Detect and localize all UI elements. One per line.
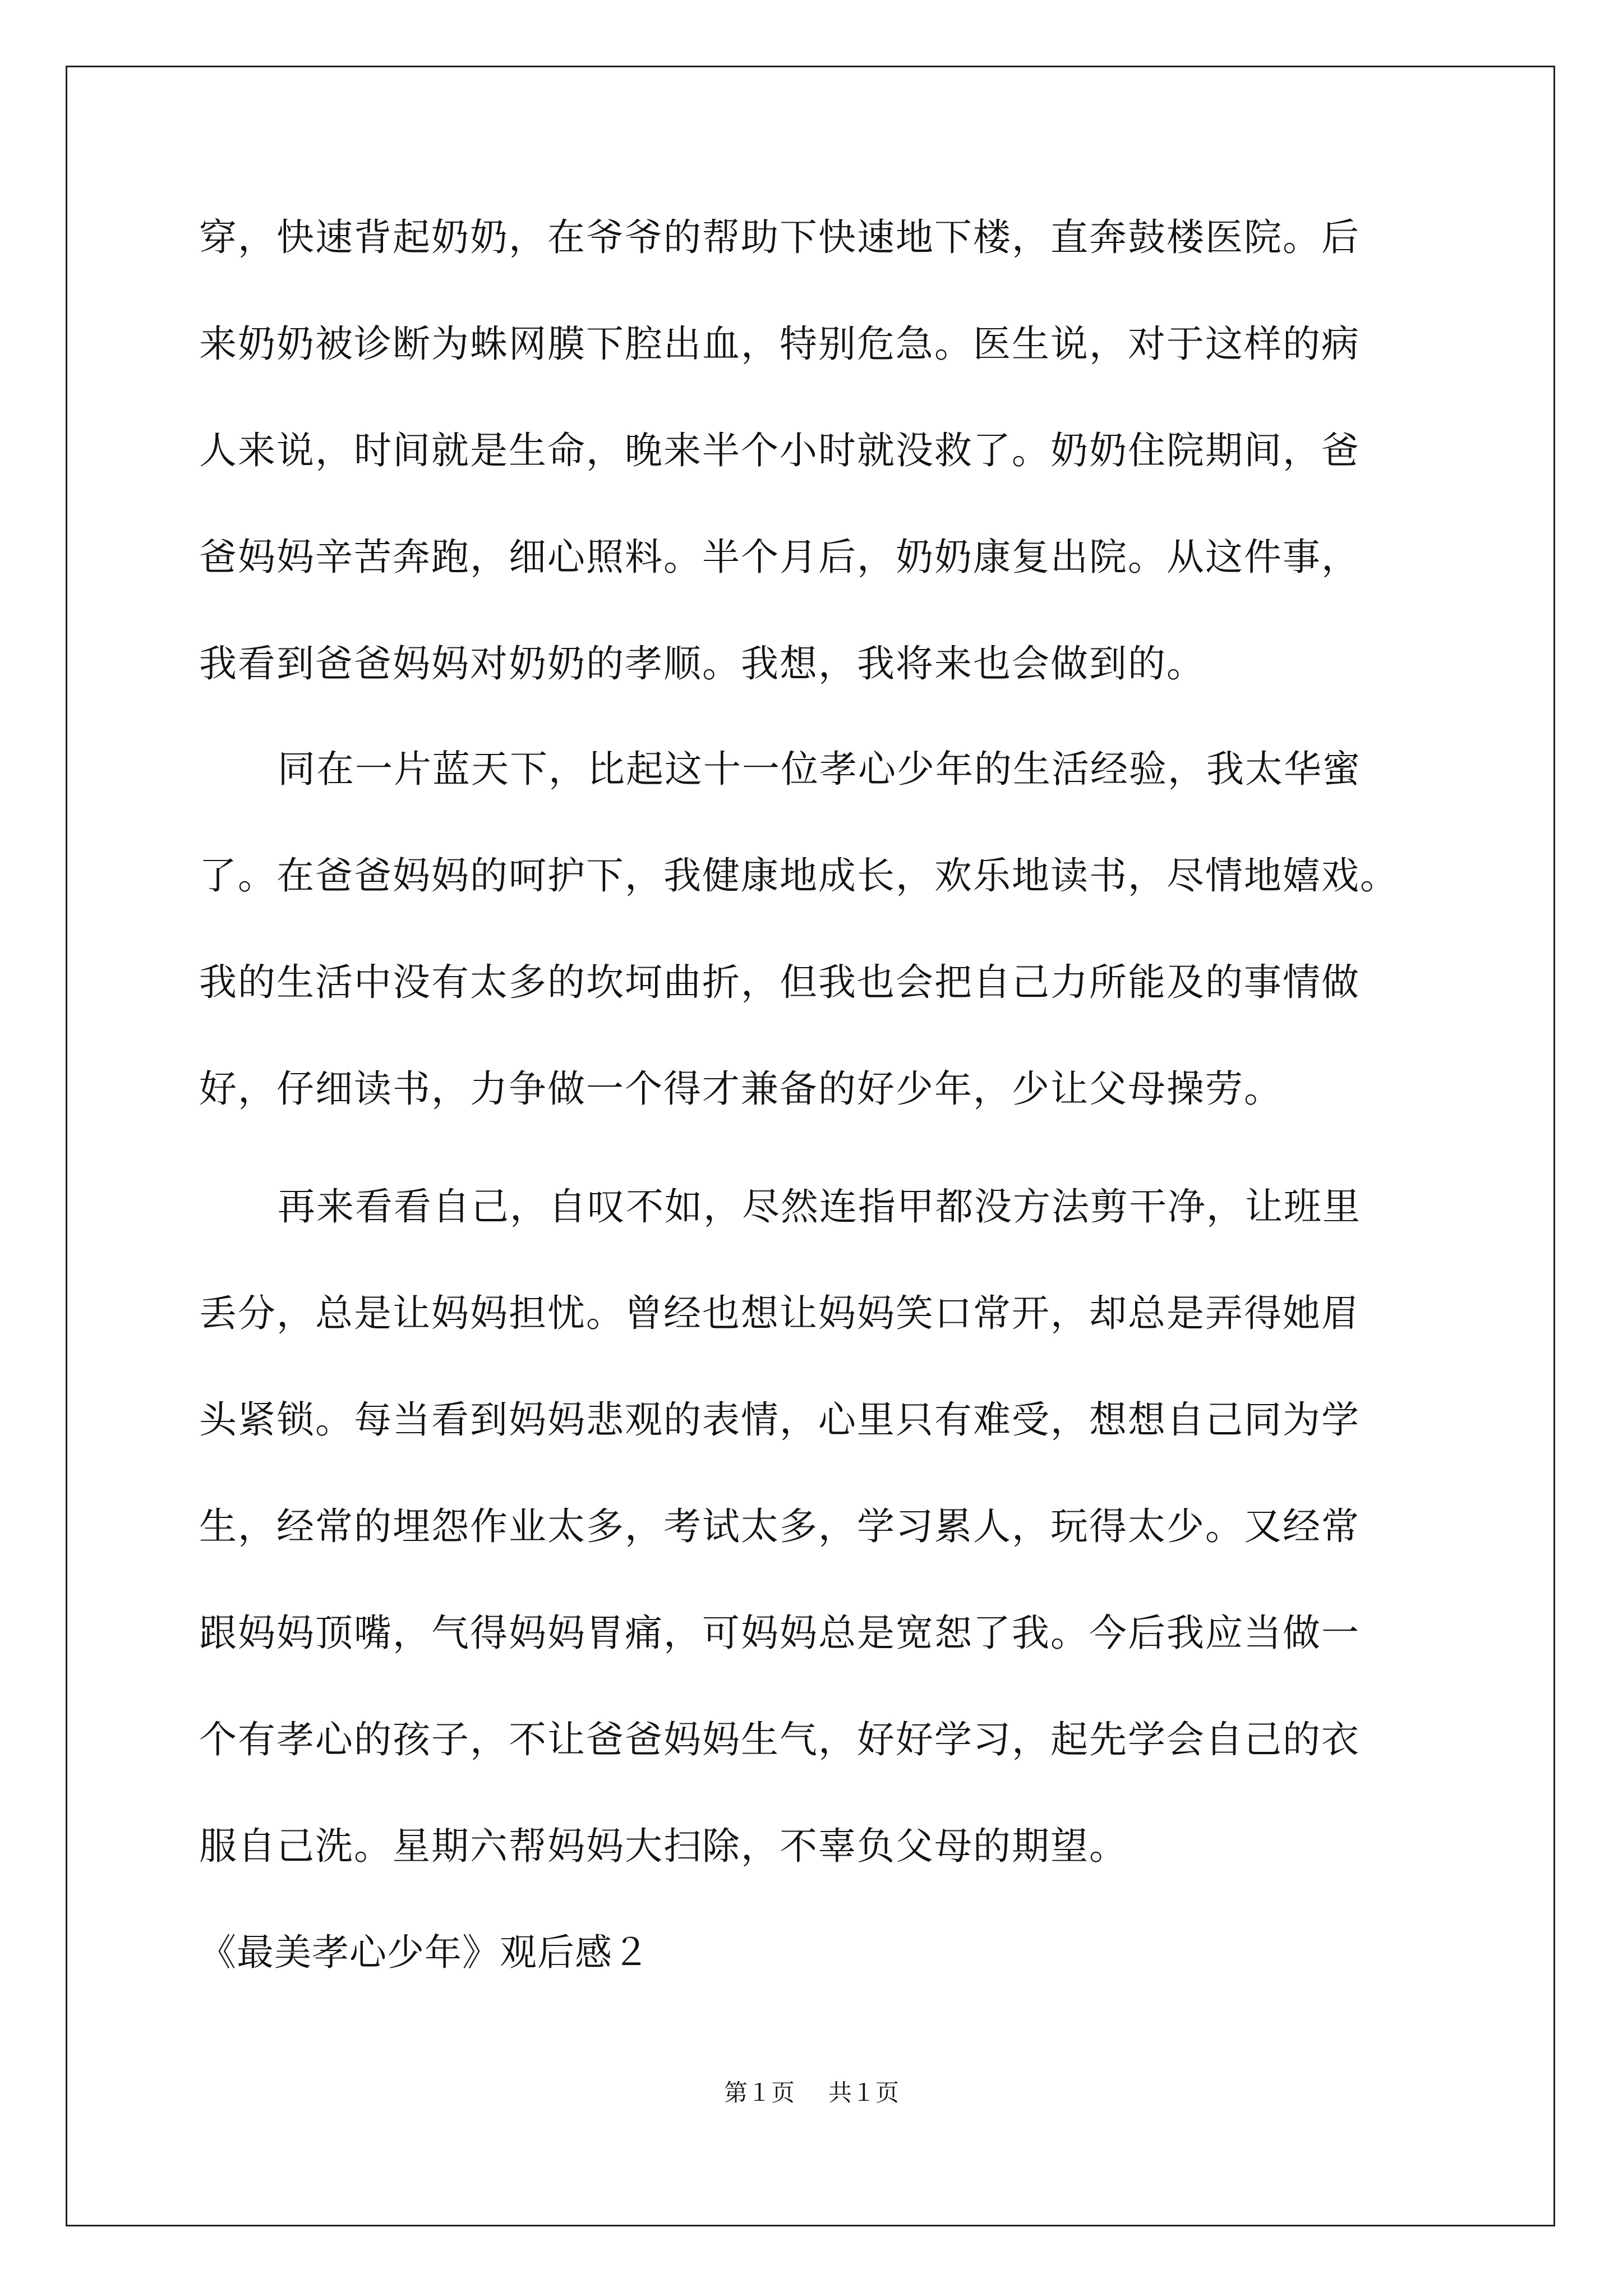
text-line: 我看到爸爸妈妈对奶奶的孝顺。我想，我将来也会做到的。 <box>199 642 1205 685</box>
text-line: 好，仔细读书，力争做一个得才兼备的好少年，少让父母操劳。 <box>199 1067 1283 1111</box>
text-line: 跟妈妈顶嘴，气得妈妈胃痛，可妈妈总是宽恕了我。今后我应当做一 <box>199 1611 1360 1655</box>
text-line: 服自己洗。星期六帮妈妈大扫除，不辜负父母的期望。 <box>199 1824 1128 1868</box>
text-line: 爸妈妈辛苦奔跑，细心照料。半个月后，奶奶康复出院。从这件事， <box>199 535 1360 579</box>
paragraph-start-line: 再来看看自己，自叹不如，尽然连指甲都没方法剪干净，让班里 <box>278 1185 1361 1228</box>
page-total: 共１页 <box>828 2079 900 2106</box>
text-line: 人来说，时间就是生命，晚来半个小时就没救了。奶奶住院期间，爸 <box>199 429 1360 472</box>
text-line: 丢分，总是让妈妈担忧。曾经也想让妈妈笑口常开，却总是弄得她眉 <box>199 1291 1360 1335</box>
text-line: 生，经常的埋怨作业太多，考试太多，学习累人，玩得太少。又经常 <box>199 1504 1360 1548</box>
text-line: 来奶奶被诊断为蛛网膜下腔出血，特别危急。医生说，对于这样的病 <box>199 322 1360 366</box>
text-line: 穿，快速背起奶奶，在爷爷的帮助下快速地下楼，直奔鼓楼医院。后 <box>199 215 1360 259</box>
page-footer <box>0 2081 1623 2105</box>
text-line: 个有孝心的孩子，不让爸爸妈妈生气，好好学习，起先学会自己的衣 <box>199 1718 1360 1761</box>
text-line: 了。在爸爸妈妈的呵护下，我健康地成长，欢乐地读书，尽情地嬉戏。 <box>199 854 1399 898</box>
text-line: 我的生活中没有太多的坎坷曲折，但我也会把自己力所能及的事情做 <box>199 960 1360 1004</box>
page-number: 第１页 <box>723 2079 795 2106</box>
paragraph-start-line: 同在一片蓝天下，比起这十一位孝心少年的生活经验，我太华蜜 <box>278 747 1361 791</box>
section-heading: 《最美孝心少年》观后感２ <box>199 1931 650 1974</box>
page-border <box>66 66 1555 2226</box>
text-line: 头紧锁。每当看到妈妈悲观的表情，心里只有难受，想想自己同为学 <box>199 1398 1360 1442</box>
